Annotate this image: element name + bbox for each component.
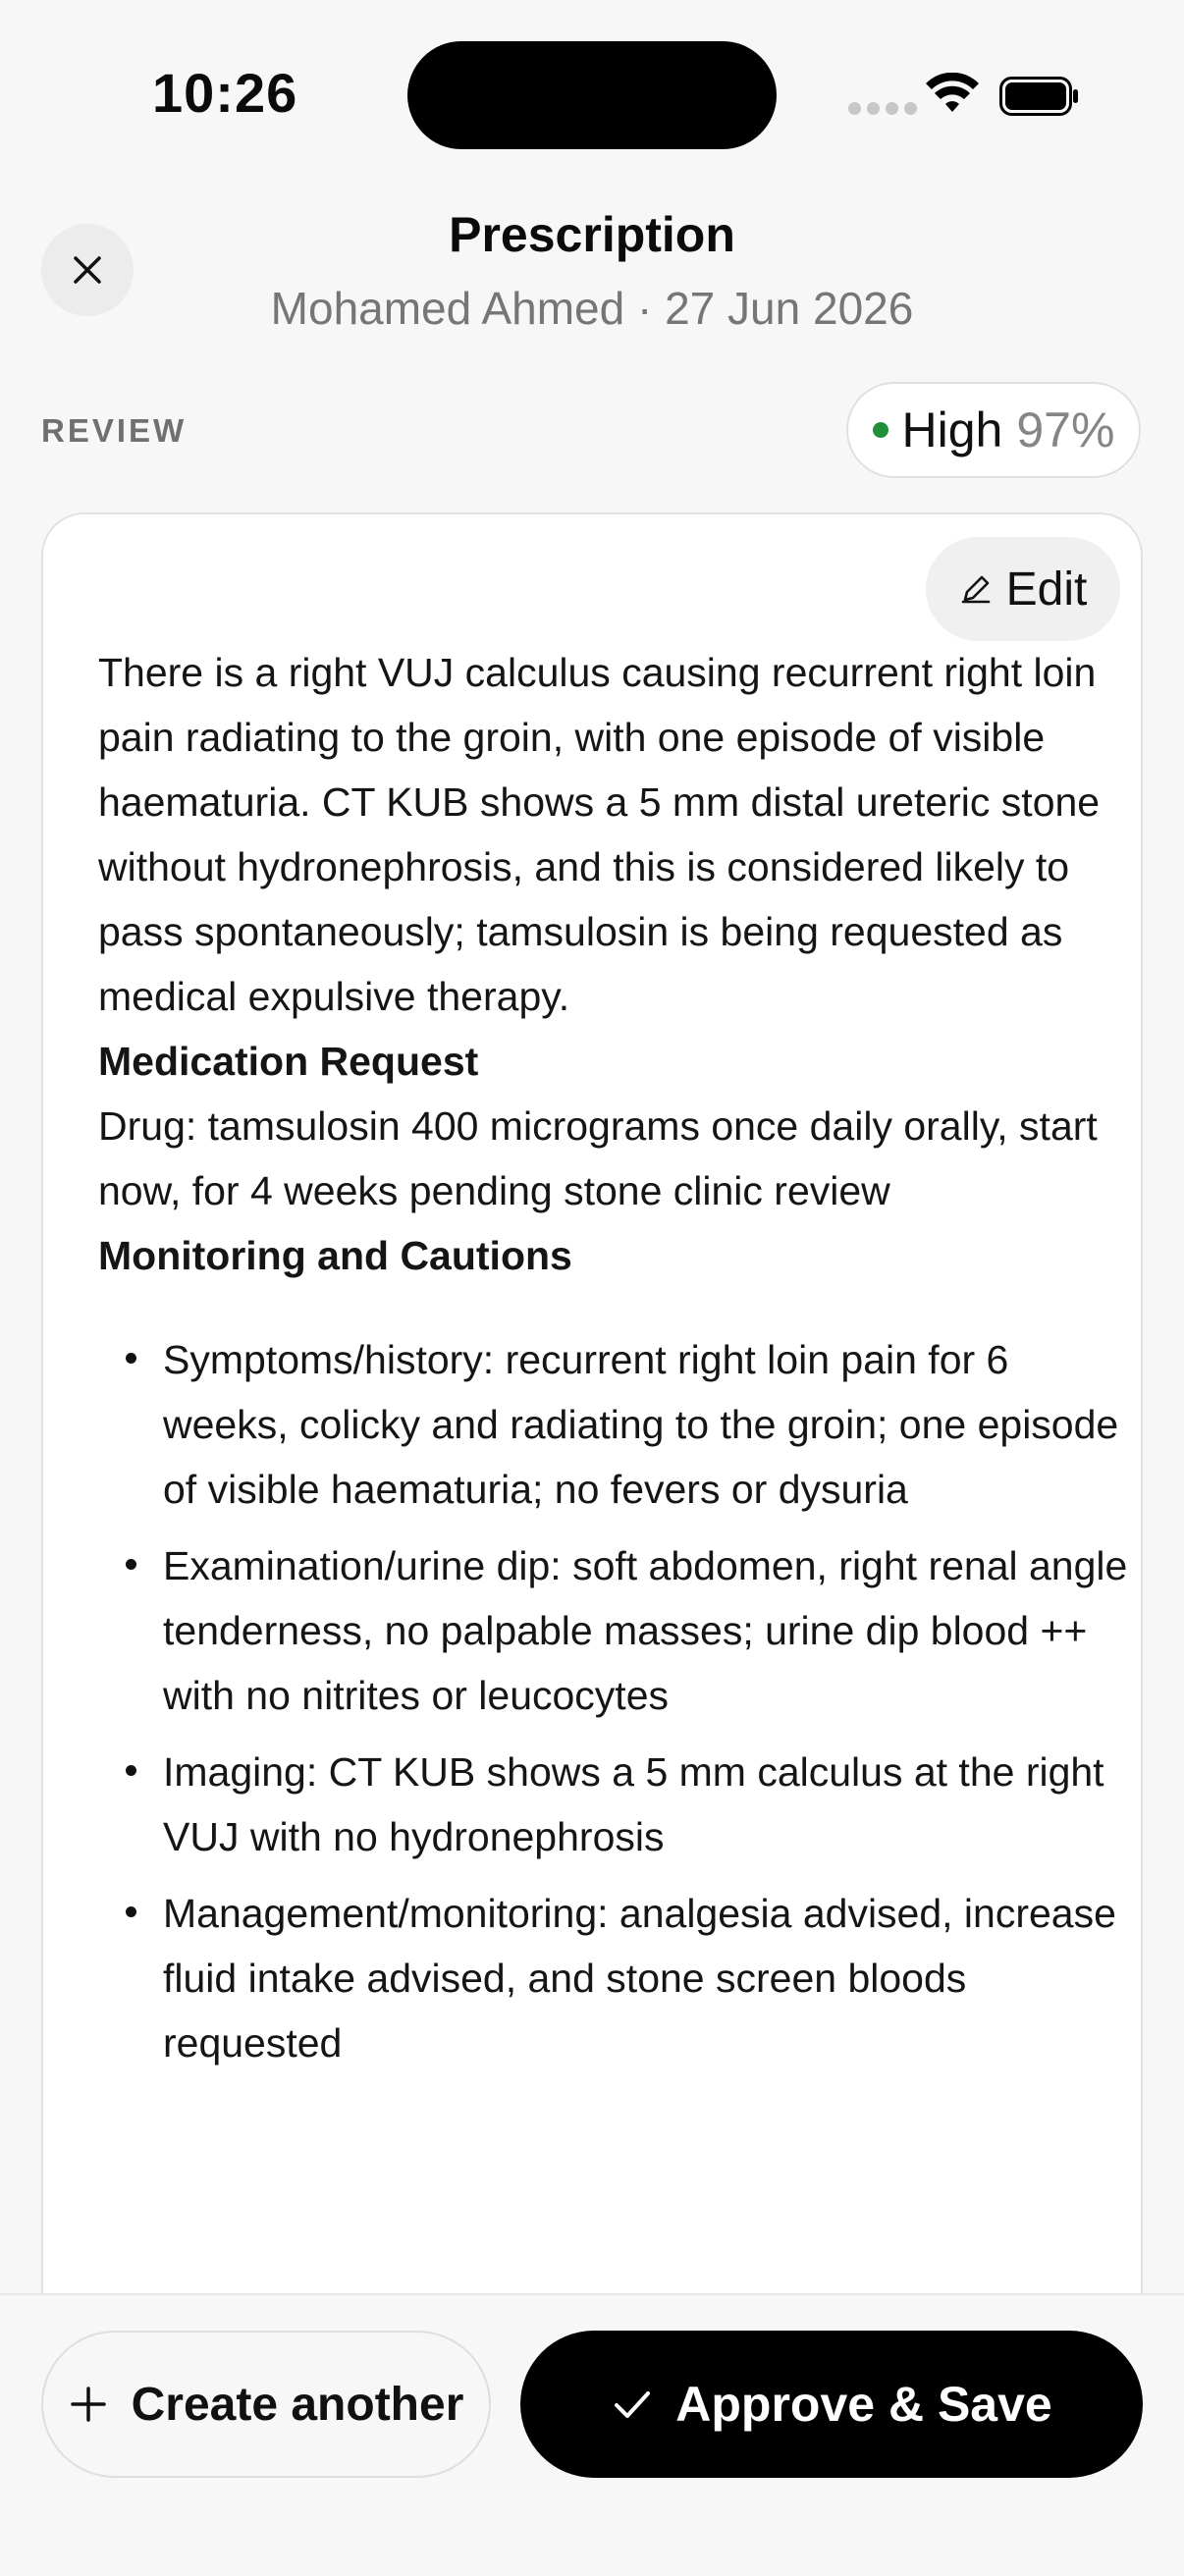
wifi-icon [925,73,980,116]
medication-heading: Medication Request [98,1039,479,1084]
edit-button[interactable] [926,537,1120,641]
page-subtitle: Mohamed Ahmed · 27 Jun 2026 [270,283,914,334]
approve-save-button[interactable] [520,2331,1143,2478]
edit-label: Edit [1005,563,1088,616]
battery-icon [999,75,1080,118]
prescription-card [41,512,1143,2378]
medication-text: Drug: tamsulosin 400 micrograms once daily orally, start now, for 4 weeks pending stone clinic review [98,1103,1098,1213]
monitoring-list [98,1327,1129,2075]
review-label: REVIEW [41,412,188,449]
cellular-signal-icon [848,102,917,115]
page-title: Prescription [449,207,735,262]
pencil-icon [959,572,993,606]
summary-text: There is a right VUJ calculus causing recurrent right loin pain radiating to the groin, with one episode of visible haematuria. CT KUB shows a 5 mm distal ureteric stone without hydronephrosis, and this is considered likely to pass spontaneously; tamsulosin is being requested as medical expulsive therapy. [98,650,1101,1019]
list-item: Examination/urine dip: soft abdomen, right renal angle tenderness, no palpable masses; urine dip blood ++ with no nitrites or leucocytes [98,1533,1129,1728]
confidence-percent: 97% [1016,402,1115,457]
confidence-level: High [901,402,1003,457]
checkmark-icon [611,2383,654,2426]
status-bar [0,0,1184,187]
prescription-content [98,640,1129,2087]
list-item: Management/monitoring: analgesia advised, increase fluid intake advised, and stone screen bloods requested [98,1881,1129,2075]
plus-icon [69,2385,108,2424]
create-another-label: Create another [131,2378,464,2431]
approve-save-label: Approve & Save [675,2377,1052,2432]
dynamic-island [407,41,777,149]
create-another-button[interactable] [41,2331,491,2478]
list-item: Imaging: CT KUB shows a 5 mm calculus at the right VUJ with no hydronephrosis [98,1740,1129,1869]
monitoring-heading: Monitoring and Cautions [98,1233,572,1278]
bottom-action-bar [0,2293,1184,2576]
list-item: Symptoms/history: recurrent right loin pain for 6 weeks, colicky and radiating to the groin; one episode of visible haematuria; no fevers or dysuria [98,1327,1129,1522]
confidence-status-dot [873,422,888,438]
confidence-badge [846,382,1141,478]
status-time: 10:26 [152,62,298,124]
